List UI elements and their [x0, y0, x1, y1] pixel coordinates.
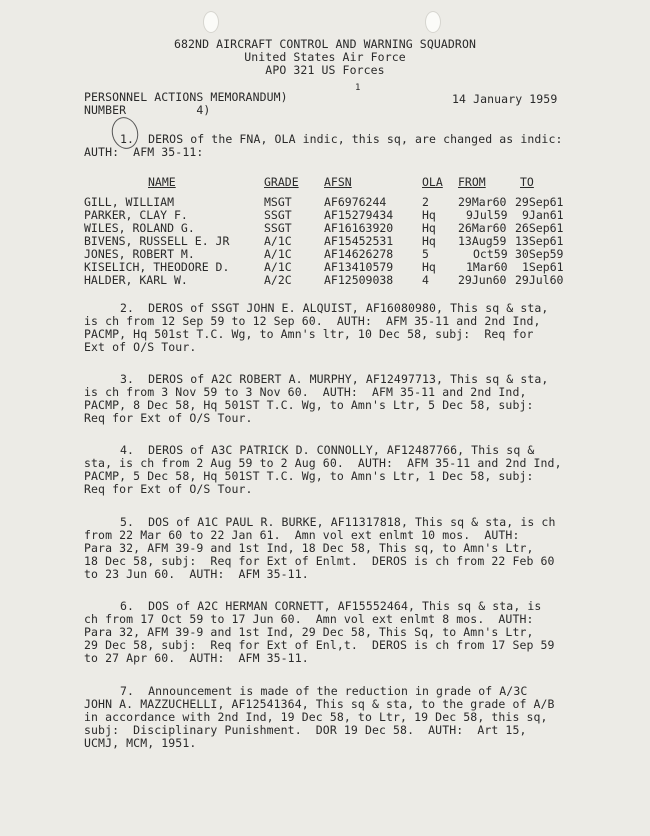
cell-afsn: AF15279434: [324, 208, 394, 222]
cell-afsn: AF12509038: [324, 273, 394, 287]
cell-name: HALDER, KARL W.: [84, 273, 188, 287]
cell-grade: MSGT: [264, 195, 292, 209]
cell-grade: SSGT: [264, 208, 292, 222]
header-ola: OLA: [422, 175, 443, 189]
header-to: TO: [520, 175, 534, 189]
cell-name: KISELICH, THEODORE D.: [84, 260, 230, 274]
cell-name: WILES, ROLAND G.: [84, 221, 195, 235]
apo-heading: APO 321 US Forces: [265, 63, 385, 77]
cell-to: 29Sep61: [515, 195, 564, 209]
cell-afsn: AF6976244: [324, 195, 387, 209]
cell-afsn: AF13410579: [324, 260, 394, 274]
para3-line1: 3. DEROS of A2C ROBERT A. MURPHY, AF12497713, This sq & sta,: [120, 372, 549, 386]
para5-line2: from 22 Mar 60 to 22 Jan 61. Amn vol ext enlmt 10 mos. AUTH:: [84, 528, 520, 542]
cell-ola: Hq: [422, 208, 436, 222]
page-mark: 1: [355, 83, 361, 93]
cell-to: 30Sep59: [515, 247, 564, 261]
para4-line3: PACMP, 5 Dec 58, Hq 501ST T.C. Wg, to Amn's Ltr, 1 Dec 58, subj:: [84, 469, 534, 483]
cell-from: 9Jul59: [466, 208, 508, 222]
cell-ola: 2: [422, 195, 429, 209]
cell-afsn: AF14626278: [324, 247, 394, 261]
cell-ola: 5: [422, 247, 429, 261]
memo-date: 14 January 1959: [452, 92, 558, 106]
cell-from: 1Mar60: [466, 260, 508, 274]
service-heading: United States Air Force: [244, 50, 406, 64]
table-row: [84, 273, 564, 287]
para2-line2: is ch from 12 Sep 59 to 12 Sep 60. AUTH: AFM 35-11 and 2nd Ind,: [84, 314, 541, 328]
para5-line4: 18 Dec 58, subj: Req for Ext of Enlmt. DEROS is ch from 22 Feb 60: [84, 554, 555, 568]
table-row: [84, 247, 564, 261]
para7-line3: in accordance with 2nd Ind, 19 Dec 58, to Ltr, 19 Dec 58, this sq,: [84, 710, 548, 724]
cell-ola: Hq: [422, 234, 436, 248]
cell-grade: A/1C: [264, 234, 292, 248]
cell-name: JONES, ROBERT M.: [84, 247, 195, 261]
memo-number: NUMBER 4): [84, 103, 211, 117]
cell-afsn: AF16163920: [324, 221, 394, 235]
table-header: [84, 175, 534, 189]
memo-title: PERSONNEL ACTIONS MEMORANDUM): [84, 90, 288, 104]
para7-line2: JOHN A. MAZZUCHELLI, AF12541364, This sq & sta, to the grade of A/B: [84, 697, 555, 711]
unit-heading: 682ND AIRCRAFT CONTROL AND WARNING SQUADRON: [173, 37, 476, 51]
cell-grade: SSGT: [264, 221, 292, 235]
cell-to: 13Sep61: [515, 234, 564, 248]
para7-line4: subj: Disciplinary Punishment. DOR 19 Dec 58. AUTH: Art 15,: [84, 723, 527, 737]
table-row: [84, 260, 564, 274]
para3-line2: is ch from 3 Nov 59 to 3 Nov 60. AUTH: AFM 35-11 and 2nd Ind,: [84, 385, 527, 399]
para3-line4: Req for Ext of O/S Tour.: [84, 411, 253, 425]
cell-from: 29Mar60: [458, 195, 507, 209]
header-name: NAME: [148, 175, 176, 189]
cell-grade: A/1C: [264, 260, 292, 274]
para7-line5: UCMJ, MCM, 1951.: [84, 736, 197, 750]
cell-ola: Hq: [422, 221, 436, 235]
cell-from: 29Jun60: [458, 273, 507, 287]
cell-to: 26Sep61: [515, 221, 564, 235]
para6-line1: 6. DOS of A2C HERMAN CORNETT, AF15552464, This sq & sta, is: [120, 599, 542, 613]
para5-line1: 5. DOS of A1C PAUL R. BURKE, AF11317818, This sq & sta, is ch: [120, 515, 556, 529]
para6-line5: to 27 Apr 60. AUTH: AFM 35-11.: [84, 651, 309, 665]
cell-ola: Hq: [422, 260, 436, 274]
table-row: [84, 221, 564, 235]
cell-from: 26Mar60: [458, 221, 507, 235]
cell-grade: A/2C: [264, 273, 292, 287]
cell-from: Oct59: [473, 247, 508, 261]
header-grade: GRADE: [264, 175, 299, 189]
cell-from: 13Aug59: [458, 234, 507, 248]
punch-hole-left: [203, 11, 219, 33]
para7-line1: 7. Announcement is made of the reduction in grade of A/3C: [120, 684, 528, 698]
punch-hole-right: [425, 11, 441, 33]
para3-line3: PACMP, 8 Dec 58, Hq 501ST T.C. Wg, to Amn's Ltr, 5 Dec 58, subj:: [84, 398, 534, 412]
para6-line3: Para 32, AFM 39-9 and 1st Ind, 29 Dec 58, This Sq, to Amn's Ltr,: [84, 625, 534, 639]
cell-name: PARKER, CLAY F.: [84, 208, 188, 222]
para5-line5: to 23 Jun 60. AUTH: AFM 35-11.: [84, 567, 309, 581]
cell-name: BIVENS, RUSSELL E. JR: [84, 234, 230, 248]
para1-line2: AUTH: AFM 35-11:: [84, 145, 204, 159]
cell-afsn: AF15452531: [324, 234, 394, 248]
para6-line2: ch from 17 Oct 59 to 17 Jun 60. Amn vol ext enlmt 8 mos. AUTH:: [84, 612, 534, 626]
para6-line4: 29 Dec 58, subj: Req for Ext of Enl,t. DEROS is ch from 17 Sep 59: [84, 638, 555, 652]
cell-to: 9Jan61: [522, 208, 564, 222]
para4-line2: sta, is ch from 2 Aug 59 to 2 Aug 60. AUTH: AFM 35-11 and 2nd Ind,: [84, 456, 562, 470]
table-row: [84, 234, 564, 248]
cell-ola: 4: [422, 273, 429, 287]
para5-line3: Para 32, AFM 39-9 and 1st Ind, 18 Dec 58, This sq, to Amn's Ltr,: [84, 541, 534, 555]
para4-line1: 4. DEROS of A3C PATRICK D. CONNOLLY, AF12487766, This sq &: [120, 443, 535, 457]
header-afsn: AFSN: [324, 175, 352, 189]
table-row: [84, 195, 564, 209]
cell-name: GILL, WILLIAM: [84, 195, 175, 209]
para2-line1: 2. DEROS of SSGT JOHN E. ALQUIST, AF16080980, This sq & sta,: [120, 301, 549, 315]
cell-to: 29Jul60: [515, 273, 564, 287]
para2-line3: PACMP, Hq 501st T.C. Wg, to Amn's ltr, 10 Dec 58, subj: Req for: [84, 327, 534, 341]
cell-grade: A/1C: [264, 247, 292, 261]
header-from: FROM: [458, 175, 486, 189]
cell-to: 1Sep61: [522, 260, 564, 274]
para2-line4: Ext of O/S Tour.: [84, 340, 197, 354]
para1-line1: 1. DEROS of the FNA, OLA indic, this sq, are changed as indic:: [120, 132, 563, 146]
table-row: [84, 208, 564, 222]
para4-line4: Req for Ext of O/S Tour.: [84, 482, 253, 496]
